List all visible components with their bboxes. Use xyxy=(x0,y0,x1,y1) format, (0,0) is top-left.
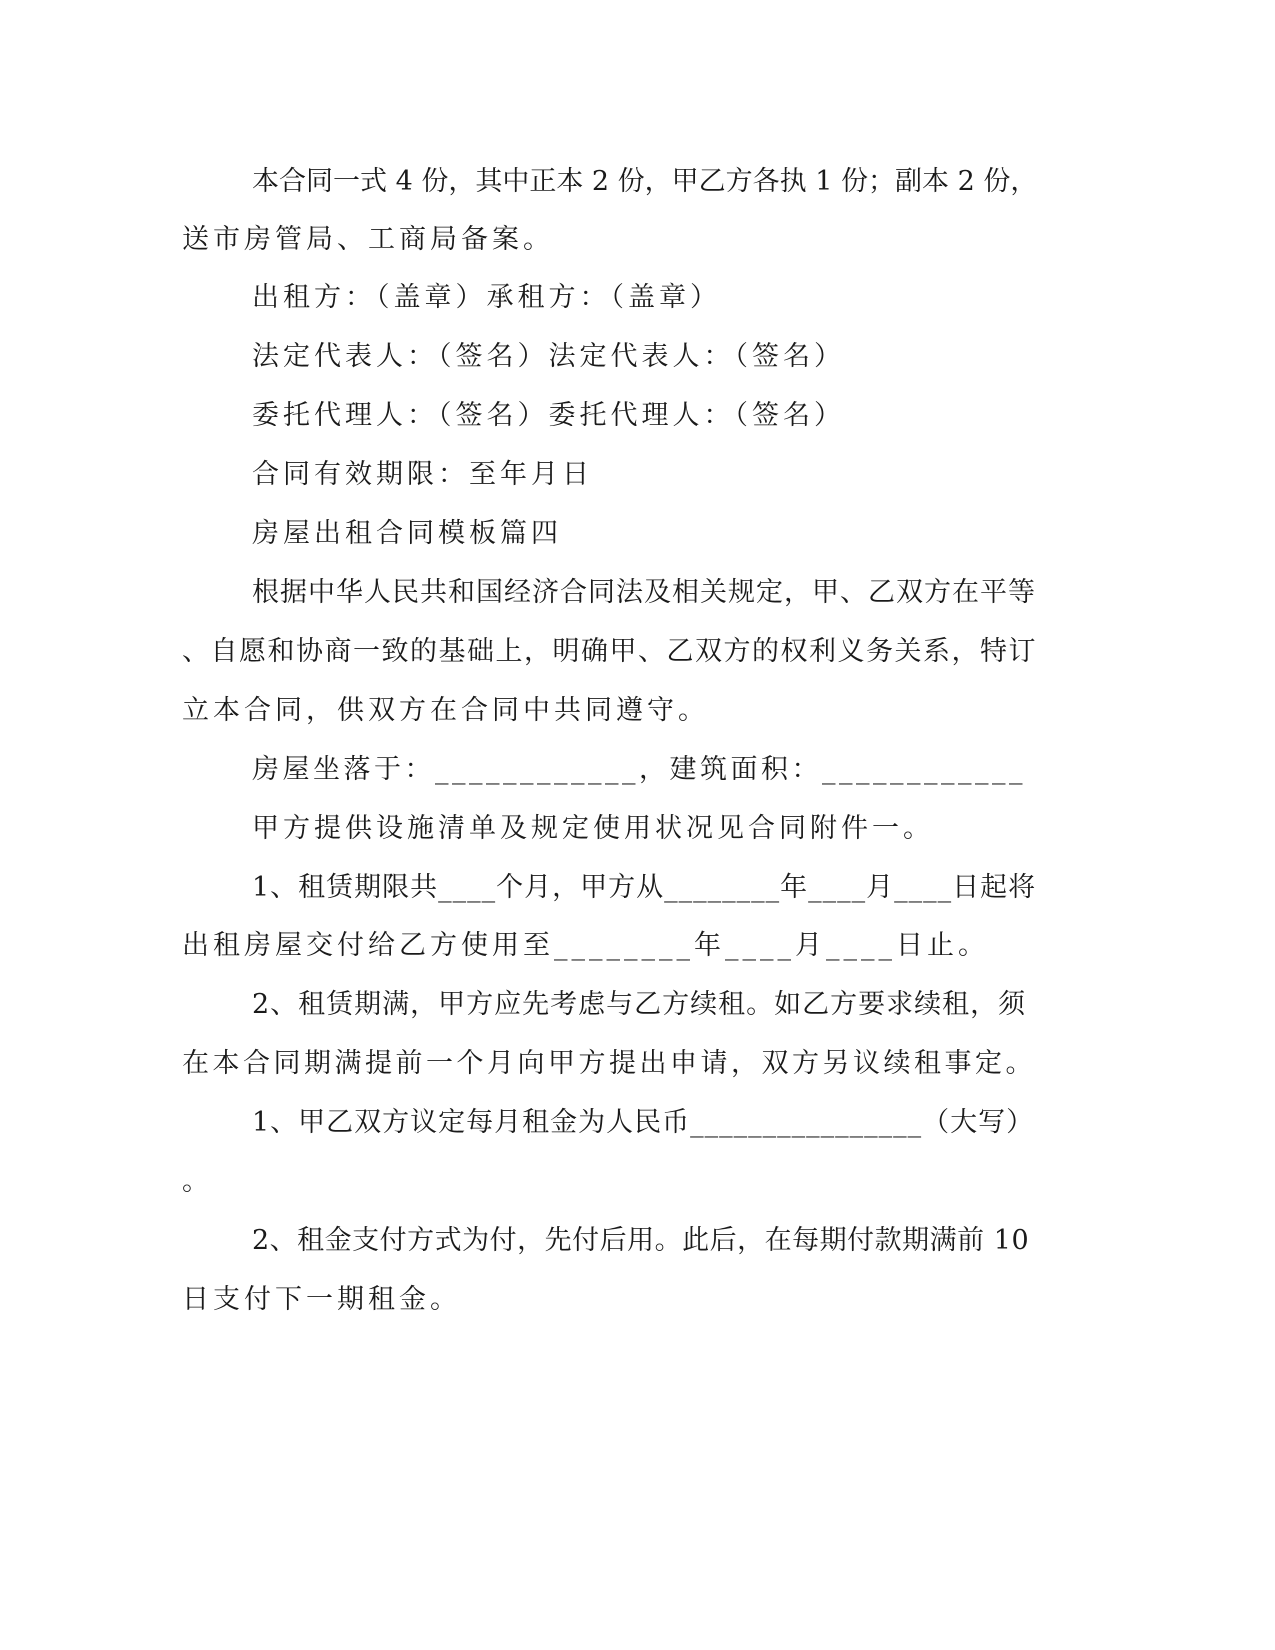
preamble-line-1: 根据中华人民共和国经济合同法及相关规定，甲、乙双方在平等 xyxy=(252,577,1036,608)
preamble-line-3: 立本合同，供双方在合同中共同遵守。 xyxy=(182,695,709,726)
rent-amount-line-end: 。 xyxy=(182,1166,213,1197)
legal-representative-line: 法定代表人：（签名）法定代表人：（签名） xyxy=(252,341,845,372)
paragraph-copies-line-2: 送市房管局、工商局备案。 xyxy=(182,224,554,255)
authorized-agent-line: 委托代理人：（签名）委托代理人：（签名） xyxy=(252,400,845,431)
lease-term-line-2: 出租房屋交付给乙方使用至________年____月____日止。 xyxy=(182,930,989,961)
validity-period-line: 合同有效期限：至年月日 xyxy=(252,459,593,490)
paragraph-copies-line-1: 本合同一式 4 份，其中正本 2 份，甲乙方各执 1 份；副本 2 份， xyxy=(252,166,1038,197)
preamble-line-2: 、自愿和协商一致的基础上，明确甲、乙双方的权利义务关系，特订 xyxy=(182,636,1037,667)
payment-method-line-2: 日支付下一期租金。 xyxy=(182,1284,461,1315)
lease-term-line-1: 1、租赁期限共____个月，甲方从________年____月____日起将 xyxy=(252,872,1037,903)
facilities-line: 甲方提供设施清单及规定使用状况见合同附件一。 xyxy=(252,813,934,844)
property-location-line: 房屋坐落于：____________，建筑面积：____________ xyxy=(252,754,1026,785)
renewal-line-2: 在本合同期满提前一个月向甲方提出申请，双方另议续租事定。 xyxy=(182,1048,1036,1079)
renewal-line-1: 2、租赁期满，甲方应先考虑与乙方续租。如乙方要求续租，须 xyxy=(252,989,1027,1020)
rent-amount-line: 1、甲乙双方议定每月租金为人民币________________（大写） xyxy=(252,1107,1035,1138)
lessor-lessee-seal-line: 出租方：（盖章）承租方：（盖章） xyxy=(252,282,721,313)
payment-method-line-1: 2、租金支付方式为付，先付后用。此后，在每期付款期满前 10 xyxy=(252,1225,1030,1256)
section-title: 房屋出租合同模板篇四 xyxy=(252,518,562,549)
